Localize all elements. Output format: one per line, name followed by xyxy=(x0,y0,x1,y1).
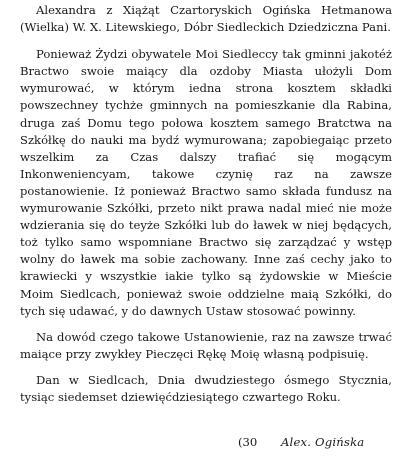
signature-line xyxy=(238,434,364,451)
document-header: Alexandra z Xiążąt Czartoryskich Ogińska Hetmanowa (Wielka) W. X. Litewskiego, Dóbr Siedleckich Dziedziczna Pani. xyxy=(20,3,392,35)
closing-paragraph: Na dowód czego takowe Ustanowienie, raz na zawsze trwać maiące przy zwykłey Pieczęci Rękę Moię własną podpisuię. xyxy=(20,329,392,361)
decree-body-paragraph: Ponieważ Żydzi obywatele Moi Siedleccy tak gminni jakotéż Bractwo swoie maiący dla ozdoby Miasta ułożyli Dom wymurować, w którym iedna strona kosztem składki powszechney tychże gminnych na pomieszkanie dla Rabina, druga zaś Domu tego połowa kosztem samego Bratctwa na Szkółkę do nauki ma bydź wymurowana; zapobiegaiąc przeto wszelkim za Czas dalszy trafiać się mogącym Inkonweniencyam, takowe czynię raz na zawsze postanowienie. Iż ponieważ Bractwo samo składa fundusz na wymurowanie Szkółki, przeto nikt prawa nadal mieć nie może wdzierania się do teyże Szkółki lub do ławek w niej będących, toż tylko samo wspomniane Bractwo się zarządzać y wstęp wolny do ławek ma sobie zachowany. Inne zaś cechy jako to krawiecki y wszystkie iakie tylko są żydowskie w Mieście Moim Siedlcach, ponieważ swoie oddzielne maią Szkółki, do tych się udawać, y do dawnych Ustaw stosować powinny. xyxy=(20,47,392,318)
footnote-mark: (30 xyxy=(238,435,258,449)
date-paragraph: Dan w Siedlcach, Dnia dwudziestego ósmego Stycznia, tysiąc siedemset dziewięćdziesiątego czwartego Roku. xyxy=(20,372,392,404)
signature: Alex. Ogińska xyxy=(280,435,365,449)
